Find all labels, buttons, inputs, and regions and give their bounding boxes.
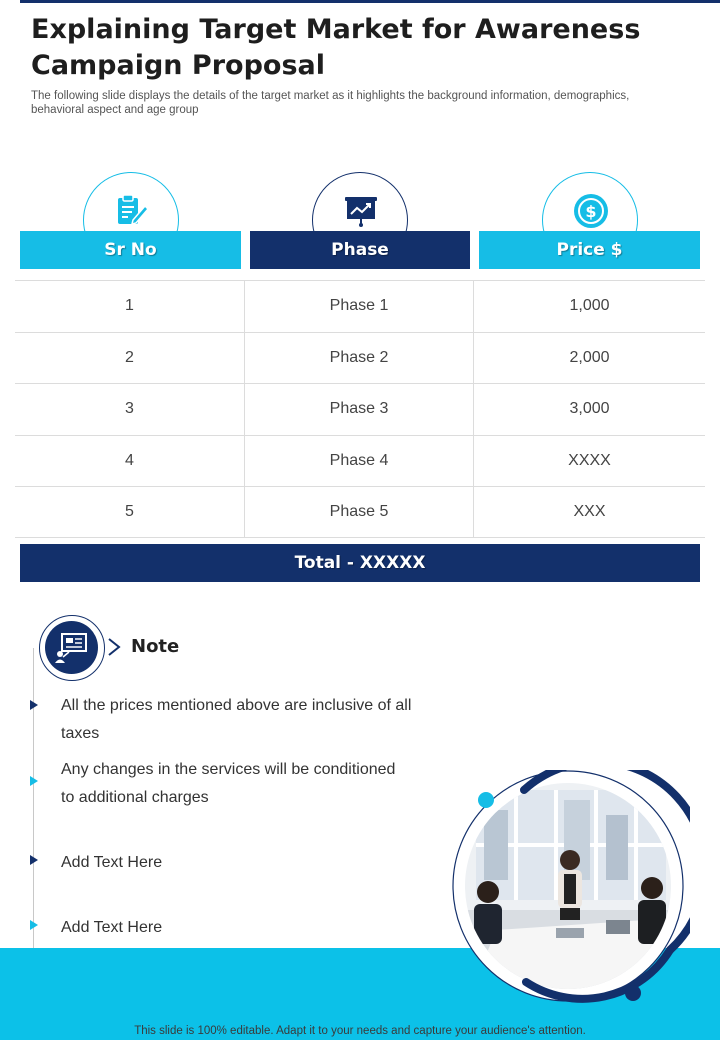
cell-sr-no: 2 xyxy=(15,333,245,384)
cell-price: 3,000 xyxy=(569,400,610,418)
cell-sr-no: 1 xyxy=(15,281,245,332)
meeting-photo-frame xyxy=(446,770,690,1006)
cell-price: XXX xyxy=(573,502,606,520)
table-row xyxy=(15,486,705,538)
cell-price: 1,000 xyxy=(569,297,610,315)
bullet-icon xyxy=(30,920,38,930)
top-rule xyxy=(20,0,720,3)
note-item: Add Text Here xyxy=(61,919,163,936)
cell-price: 2,000 xyxy=(569,348,610,366)
cell-phase: Phase 4 xyxy=(245,436,474,487)
business-meeting-photo xyxy=(446,770,690,1006)
page-subtitle: The following slide displays the details of the target market as it highlights the background information, demographics, behavioral aspect and age group xyxy=(31,90,630,116)
header-phase: Phase xyxy=(250,231,470,269)
chevron-right-icon xyxy=(106,637,122,657)
page-title: Explaining Target Market for Awareness Campaign Proposal xyxy=(31,14,641,81)
price-table xyxy=(15,280,705,538)
cell-sr-no: 3 xyxy=(15,384,245,435)
cell-phase: Phase 5 xyxy=(245,487,474,537)
note-item: All the prices mentioned above are inclusive of all taxes xyxy=(61,697,412,742)
bullet-icon xyxy=(30,855,38,865)
bullet-icon xyxy=(30,776,38,786)
cell-phase: Phase 3 xyxy=(245,384,474,435)
cell-phase: Phase 2 xyxy=(245,333,474,384)
presentation-chart-icon xyxy=(343,193,379,229)
presenter-board-icon xyxy=(45,621,98,674)
header-price: Price $ xyxy=(479,231,700,269)
note-item: Add Text Here xyxy=(61,854,163,871)
cell-sr-no: 5 xyxy=(15,487,245,537)
table-row xyxy=(15,332,705,384)
bullet-icon xyxy=(30,700,38,710)
total-bar: Total - XXXXX xyxy=(20,544,700,582)
header-sr-no: Sr No xyxy=(20,231,241,269)
note-icon-ring xyxy=(39,615,105,681)
cell-sr-no: 4 xyxy=(15,436,245,487)
table-row xyxy=(15,435,705,487)
dollar-coin-icon xyxy=(573,193,609,229)
document-edit-icon xyxy=(114,193,150,229)
note-icon-disc xyxy=(45,621,98,674)
cell-price: XXXX xyxy=(568,451,611,469)
cell-phase: Phase 1 xyxy=(245,281,474,332)
note-item: Any changes in the services will be conditioned to additional charges xyxy=(61,761,396,806)
note-title: Note xyxy=(131,636,180,657)
table-row xyxy=(15,280,705,332)
table-row xyxy=(15,383,705,435)
footer-note: This slide is 100% editable. Adapt it to your needs and capture your audience's attention. xyxy=(134,1025,586,1037)
svg-text:$: $ xyxy=(585,202,597,221)
note-timeline xyxy=(33,648,34,948)
